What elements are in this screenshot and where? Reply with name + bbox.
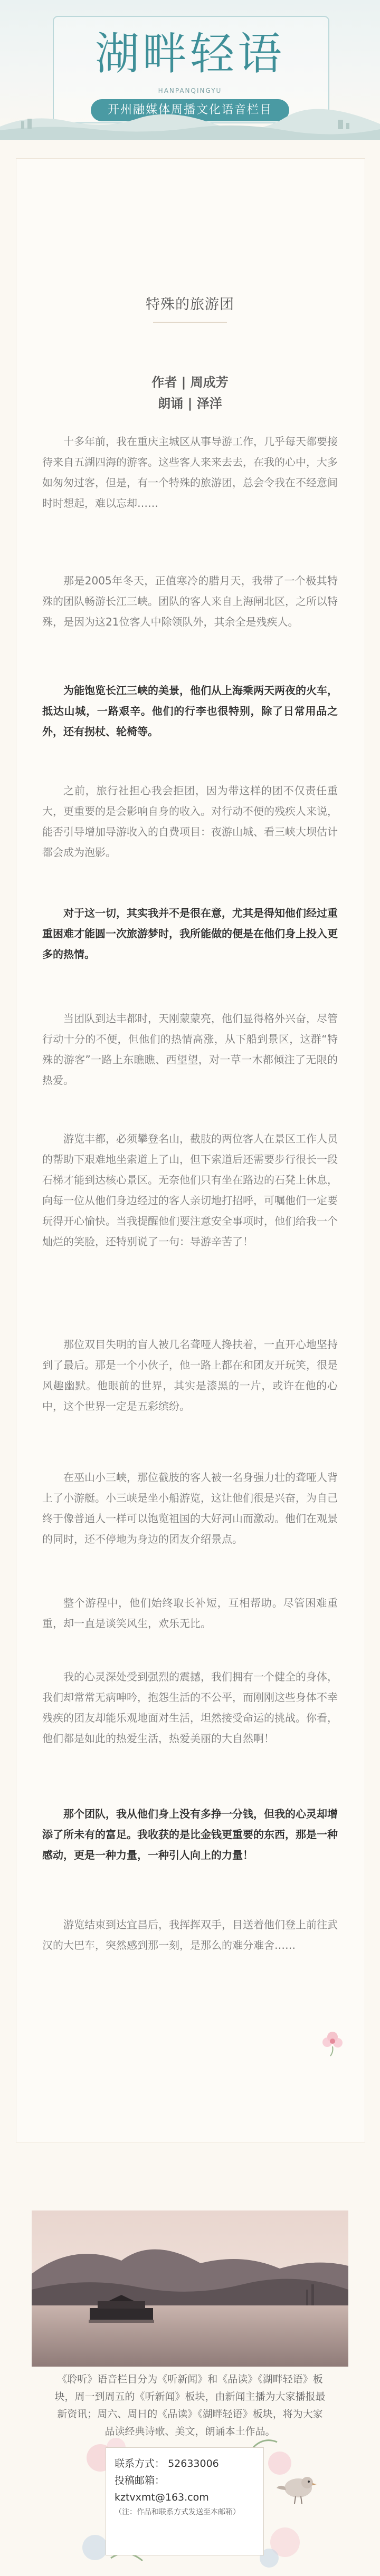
- column-title: 湖畔轻语: [94, 28, 285, 80]
- contact-info-box: [106, 2447, 264, 2555]
- paragraph-5: 对于这一切，其实我并不是很在意，尤其是得知他们经过重重困难才能圆一次旅游梦时，我所能做的便是在他们身上投入更多的热情。: [42, 907, 338, 960]
- paragraph-12: 那个团队，我从他们身上没有多挣一分钱，但我的心灵却增添了所未有的富足。我收获的是比金钱更重要的东西，那是一种感动，更是一种力量，一种引人向上的力量！: [42, 1808, 338, 1861]
- paragraph-13: 游览结束到达宜昌后，我挥挥双手，目送着他们登上前往武汉的大巴车，突然感到那一刻，是那么的难分难舍……: [42, 1918, 338, 1952]
- email-address: kztvxmt@163.com: [115, 2492, 209, 2503]
- contact-label: 联系方式：: [115, 2458, 165, 2469]
- column-subtitle: HANPANQINGYU: [158, 87, 222, 94]
- column-description: 《聆听》语音栏目分为《听新闻》和《品读》《湖畔轻语》板块，周一到周五的《听新闻》板块，由新闻主播为大家播报最新资讯；周六、周日的《品读》《湖畔轻语》板块，将为大家品读经典诗歌、美文，朗诵本土作品。: [54, 2373, 326, 2437]
- paragraph-10: 整个游程中，他们始终取长补短，互相帮助。尽管困难重重，却一直是谈笑风生，欢乐无比。: [42, 1597, 338, 1630]
- column-banner: 开州融媒体周播文化语音栏目: [91, 99, 289, 121]
- submission-note: （注：作品和联系方式发送至本邮箱）: [115, 2508, 240, 2516]
- paragraph-6: 当团队到达丰都时，天刚蒙蒙亮，他们显得格外兴奋，尽管行动十分的不便，但他们的热情高涨，从下船到景区，这群“特殊的游客”一路上东瞧瞧、西望望，对一草一木都倾注了无限的热爱。: [42, 1012, 338, 1087]
- lake-hills-illustration: [0, 98, 380, 140]
- paragraph-3: 为能饱览长江三峡的美景，他们从上海乘两天两夜的火车，抵达山城，一路艰辛。他们的行李也很特别，除了日常用品之外，还有拐杖、轮椅等。: [42, 684, 338, 738]
- paragraph-11: 我的心灵深处受到强烈的震撼，我们拥有一个健全的身体，我们却常常无病呻吟，抱怨生活的不公平，而刚刚这些身体不幸残疾的团友却能乐观地面对生活，坦然接受命运的挑战。你看，他们都是如此的热爱生活，热爱美丽的大自然啊！: [42, 1670, 338, 1745]
- author-line: 作者 | 周成芳: [151, 375, 229, 390]
- title-divider: [153, 322, 227, 323]
- paragraph-4: 之前，旅行社担心我会拒团，因为带这样的团不仅责任重大，更重要的是会影响自身的收入。对行动不便的残疾人来说，能否引导增加导游收入的自费项目：夜游山城、看三峡大坝估计都会成为泡影。: [42, 784, 338, 859]
- paragraph-2: 那是2005年冬天，正值寒冷的腊月天，我带了一个极其特殊的团队畅游长江三峡。团队的客人来自上海闸北区，之所以特殊，是因为这21位客人中除领队外，其余全是残疾人。: [42, 574, 338, 628]
- paragraph-1: 十多年前，我在重庆主城区从事导游工作，几乎每天都要接待来自五湖四海的游客。这些客人来来去去，在我的心中，大多如匆匆过客，但是，有一个特殊的旅游团，总会令我在不经意间时时想起，难以忘却……: [42, 435, 338, 510]
- flower-decoration-icon: [317, 2025, 348, 2059]
- contact-phone-row: [115, 2455, 255, 2472]
- header-banner: [0, 0, 380, 140]
- article-title: 特殊的旅游团: [146, 296, 234, 313]
- paragraph-8: 那位双目失明的盲人被几名聋哑人搀扶着，一直开心地坚持到了最后。那是一个小伙子，他一路上都在和团友开玩笑，很是风趣幽默。他眼前的世界，其实是漆黑的一片，或许在他的心中，这个世界一定是五彩缤纷。: [42, 1338, 338, 1412]
- paragraph-7: 游览丰都，必须攀登名山，截肢的两位客人在景区工作人员的帮助下艰难地坐索道上了山，但下索道后还需要步行很长一段石梯才能到达核心景区。无奈他们只有坐在路边的石凳上休息，向每一位从他们身边经过的客人亲切地打招呼，可嘱他们一定要玩得开心愉快。当我提醒他们要注意安全事项时，他们给我一个灿烂的笑脸，还特别说了一句：导游辛苦了！: [42, 1132, 338, 1248]
- contact-phone: 52633006: [168, 2458, 219, 2469]
- paragraph-9: 在巫山小三峡，那位截肢的客人被一名身强力壮的聋哑人背上了小游艇。小三峡是坐小船游览，这让他们很是兴奋，为自己终于像普通人一样可以饱览祖国的大好河山而激动。他们在观景的同时，还不停地为身边的团友介绍景点。: [42, 1471, 338, 1545]
- reader-line: 朗诵 | 泽洋: [158, 396, 222, 411]
- lake-boat-photo: [32, 2210, 348, 2367]
- email-label: 投稿邮箱：: [115, 2475, 165, 2486]
